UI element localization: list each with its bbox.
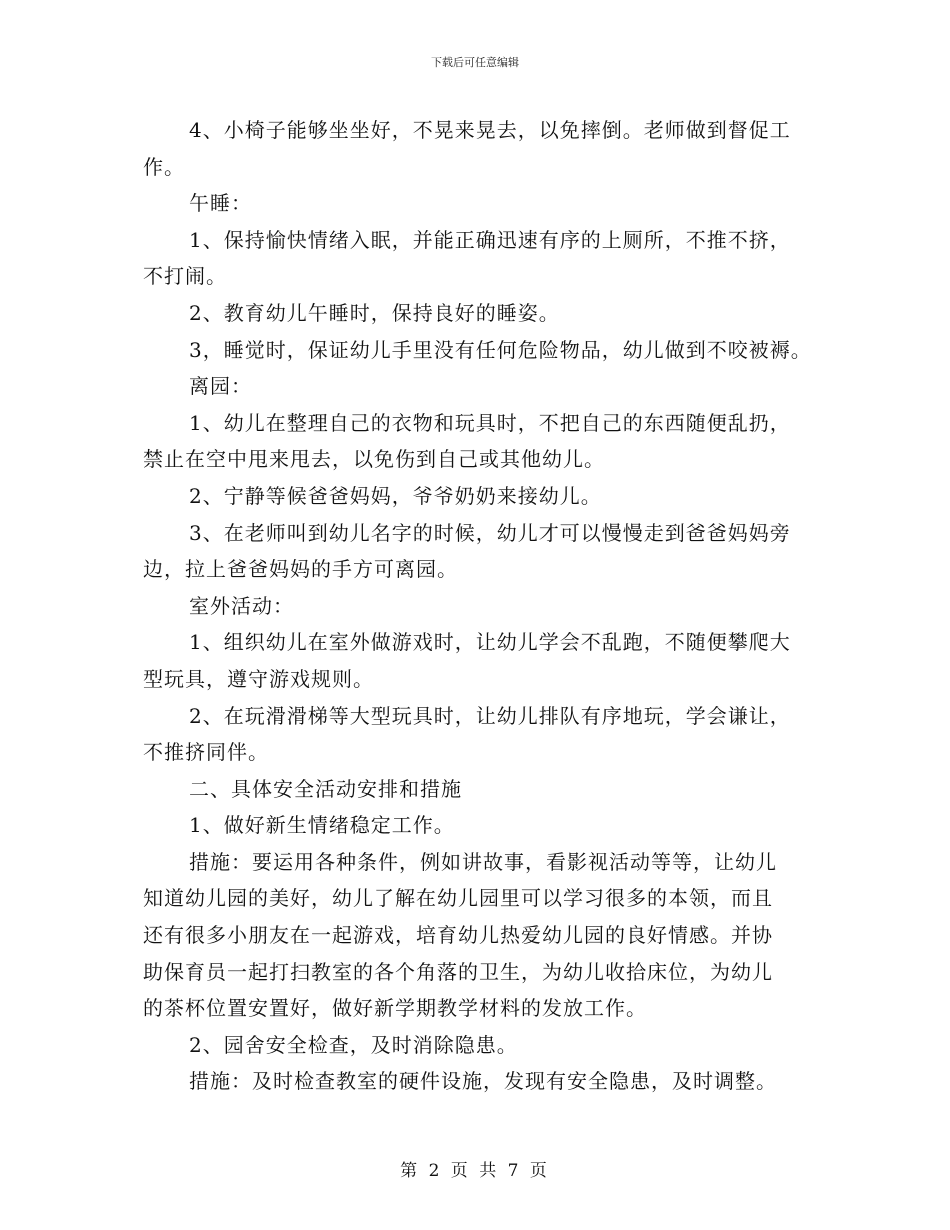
text-line: 1、组织幼儿在室外做游戏时，让幼儿学会不乱跑，不随便攀爬大 — [189, 630, 791, 655]
text-line: 室外活动： — [189, 593, 294, 618]
text-line: 午睡： — [189, 191, 252, 216]
document-body — [143, 112, 823, 1100]
text-line: 作。 — [143, 154, 185, 179]
text-line: 型玩具，遵守游戏规则。 — [143, 666, 374, 691]
text-line: 2、宁静等候爸爸妈妈，爷爷奶奶来接幼儿。 — [189, 483, 602, 508]
text-line: 禁止在空中甩来甩去，以免伤到自己或其他幼儿。 — [143, 447, 605, 472]
text-line: 3、在老师叫到幼儿名字的时候，幼儿才可以慢慢走到爸爸妈妈旁 — [189, 520, 791, 545]
text-line: 不推挤同伴。 — [143, 740, 269, 765]
page-header: 下载后可任意编辑 — [431, 56, 519, 69]
text-line: 措施：要运用各种条件，例如讲故事，看影视活动等等，让幼儿 — [189, 849, 777, 874]
text-line: 助保育员一起打扫教室的各个角落的卫生，为幼儿收拾床位，为幼儿 — [143, 959, 773, 984]
text-line: 1、幼儿在整理自己的衣物和玩具时，不把自己的东西随便乱扔， — [189, 410, 791, 435]
text-line: 不打闹。 — [143, 264, 227, 289]
text-line: 边，拉上爸爸妈妈的手方可离园。 — [143, 557, 458, 582]
text-line: 1、做好新生情绪稳定工作。 — [189, 813, 455, 838]
text-line: 离园： — [189, 374, 252, 399]
text-line: 知道幼儿园的美好，幼儿了解在幼儿园里可以学习很多的本领，而且 — [143, 886, 773, 911]
text-line: 2、园舍安全检查，及时消除隐患。 — [189, 1032, 518, 1057]
text-line: 2、教育幼儿午睡时，保持良好的睡姿。 — [189, 300, 560, 325]
text-line: 措施：及时检查教室的硬件设施，发现有安全隐患，及时调整。 — [189, 1069, 777, 1094]
text-line: 还有很多小朋友在一起游戏，培育幼儿热爱幼儿园的良好情感。并协 — [143, 923, 773, 948]
text-line: 的茶杯位置安置好，做好新学期教学材料的发放工作。 — [143, 996, 647, 1021]
text-line: 二、具体安全活动安排和措施 — [189, 776, 462, 801]
text-line: 3，睡觉时，保证幼儿手里没有任何危险物品，幼儿做到不咬被褥。 — [189, 337, 812, 362]
text-line: 1、保持愉快情绪入眠，并能正确迅速有序的上厕所，不推不挤， — [189, 227, 791, 252]
page-number: 第 2 页 共 7 页 — [400, 1161, 550, 1181]
text-line: 4、小椅子能够坐坐好，不晃来晃去，以免摔倒。老师做到督促工 — [189, 118, 791, 142]
text-line: 2、在玩滑滑梯等大型玩具时，让幼儿排队有序地玩，学会谦让， — [189, 703, 791, 728]
